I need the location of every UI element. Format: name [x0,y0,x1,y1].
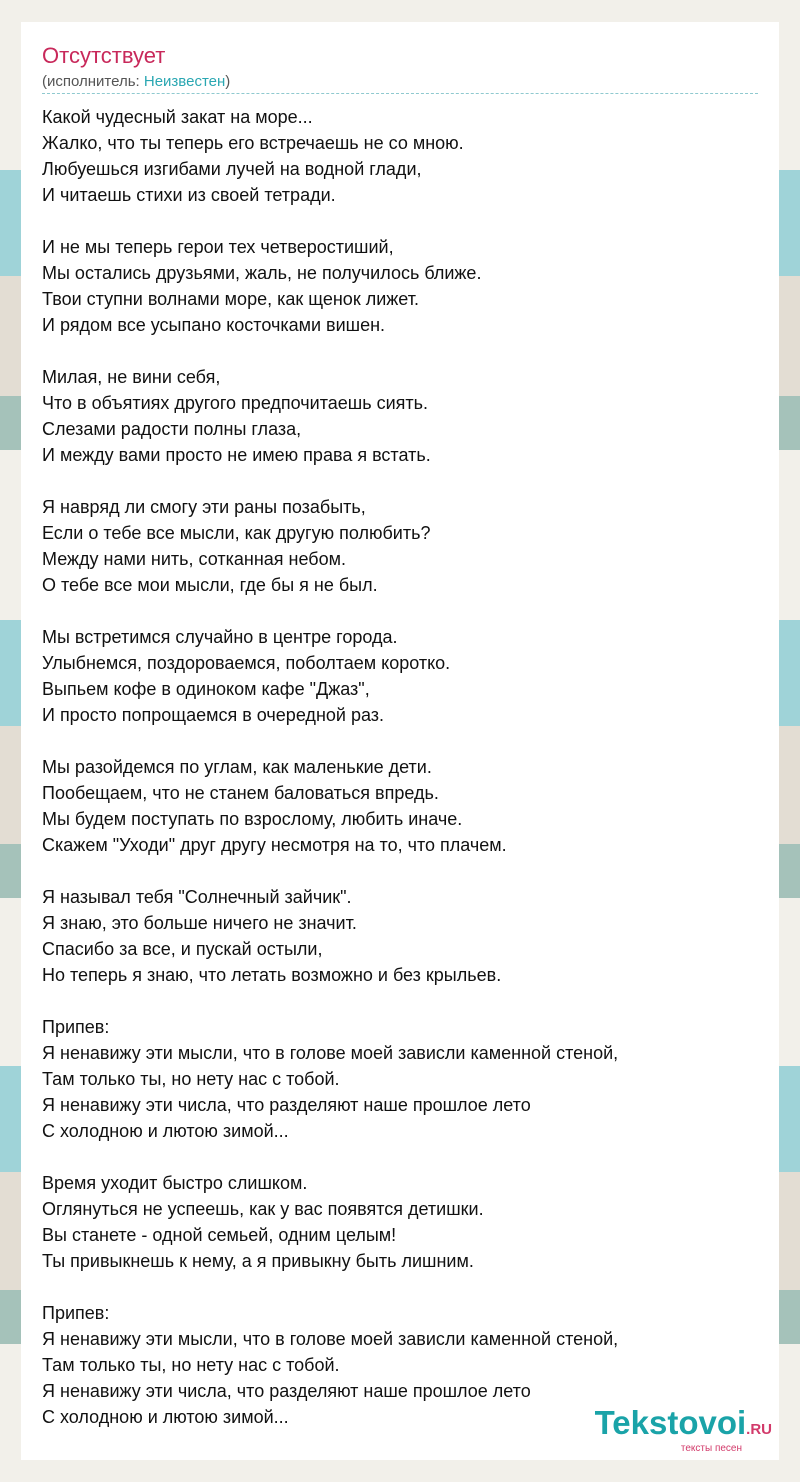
chorus-label: Припев: [42,1017,110,1037]
stanza-1 [42,104,762,208]
lyric-line: Я ненавижу эти числа, что разделяют наше прошлое лето [42,1095,531,1115]
lyric-line: Я ненавижу эти числа, что разделяют наше прошлое лето [42,1381,531,1401]
stanza-8 [42,1170,762,1274]
artist-line [42,72,230,92]
lyric-line: И между вами просто не имею права я встать. [42,445,431,465]
lyrics-body [42,104,762,1456]
lyrics-card [21,22,779,1460]
lyric-line: С холодною и лютою зимой... [42,1407,289,1427]
lyric-line: Ты привыкнешь к нему, а я привыкну быть лишним. [42,1251,474,1271]
lyric-line: Там только ты, но нету нас с тобой. [42,1069,340,1089]
lyric-line: Спасибо за все, и пускай остыли, [42,939,323,959]
lyric-line: И не мы теперь герои тех четверостиший, [42,237,394,257]
lyric-line: Время уходит быстро слишком. [42,1173,308,1193]
lyric-line: Я навряд ли смогу эти раны позабыть, [42,497,366,517]
stanza-4 [42,494,762,598]
lyric-line: Если о тебе все мысли, как другую полюбить? [42,523,431,543]
lyric-line: О тебе все мои мысли, где бы я не был. [42,575,378,595]
lyric-line: Я ненавижу эти мысли, что в голове моей зависли каменной стеной, [42,1329,619,1349]
lyric-line: Улыбнемся, поздороваемся, поболтаем коротко. [42,653,451,673]
lyric-line: Пообещаем, что не станем баловаться впредь. [42,783,439,803]
lyric-line: Милая, не вини себя, [42,367,221,387]
lyric-line: Мы встретимся случайно в центре города. [42,627,398,647]
lyric-line: Мы разойдемся по углам, как маленькие дети. [42,757,432,777]
chorus-label: Припев: [42,1303,110,1323]
lyric-line: Выпьем кофе в одиноком кафе "Джаз", [42,679,370,699]
lyric-line: И читаешь стихи из своей тетради. [42,185,336,205]
lyric-line: Слезами радости полны глаза, [42,419,302,439]
lyric-line: Между нами нить, сотканная небом. [42,549,346,569]
lyric-line: И просто попрощаемся в очередной раз. [42,705,385,725]
logo-tagline: тексты песен [680,1443,742,1454]
logo-domain: .RU [746,1421,772,1438]
logo-wordmark [595,1406,772,1447]
artist-prefix: (исполнитель: [42,73,144,90]
lyric-line: Я знаю, это больше ничего не значит. [42,913,357,933]
logo-name: Tekstovoi [594,1404,747,1441]
tekstovoi-logo[interactable] [595,1406,772,1454]
chorus-1 [42,1014,762,1144]
lyric-line: Мы будем поступать по взрослому, любить иначе. [42,809,463,829]
title-divider [42,93,758,94]
artist-link[interactable]: Неизвестен [143,73,226,90]
stanza-5 [42,624,762,728]
stanza-2 [42,234,762,338]
lyric-line: Твои ступни волнами море, как щенок лижет. [42,289,419,309]
artist-suffix: ) [225,73,231,90]
song-title: Отсутствует [42,43,166,68]
lyric-line: Оглянуться не успеешь, как у вас появятся детишки. [42,1199,484,1219]
stanza-3 [42,364,762,468]
lyric-line: Что в объятиях другого предпочитаешь сиять. [42,393,429,413]
lyric-line: Жалко, что ты теперь его встречаешь не со мною. [42,133,464,153]
lyric-line: Какой чудесный закат на море... [42,107,313,127]
lyric-line: Мы остались друзьями, жаль, не получилось ближе. [42,263,482,283]
lyric-line: Я ненавижу эти мысли, что в голове моей зависли каменной стеной, [42,1043,619,1063]
lyric-line: С холодною и лютою зимой... [42,1121,289,1141]
lyric-line: Скажем "Уходи" друг другу несмотря на то, что плачем. [42,835,507,855]
lyric-line: Любуешься изгибами лучей на водной глади, [42,159,422,179]
stanza-7 [42,884,762,988]
lyric-line: Там только ты, но нету нас с тобой. [42,1355,340,1375]
lyric-line: И рядом все усыпано косточками вишен. [42,315,386,335]
lyric-line: Но теперь я знаю, что летать возможно и без крыльев. [42,965,502,985]
lyric-line: Вы станете - одной семьей, одним целым! [42,1225,397,1245]
lyric-line: Я называл тебя "Солнечный зайчик". [42,887,352,907]
stanza-6 [42,754,762,858]
